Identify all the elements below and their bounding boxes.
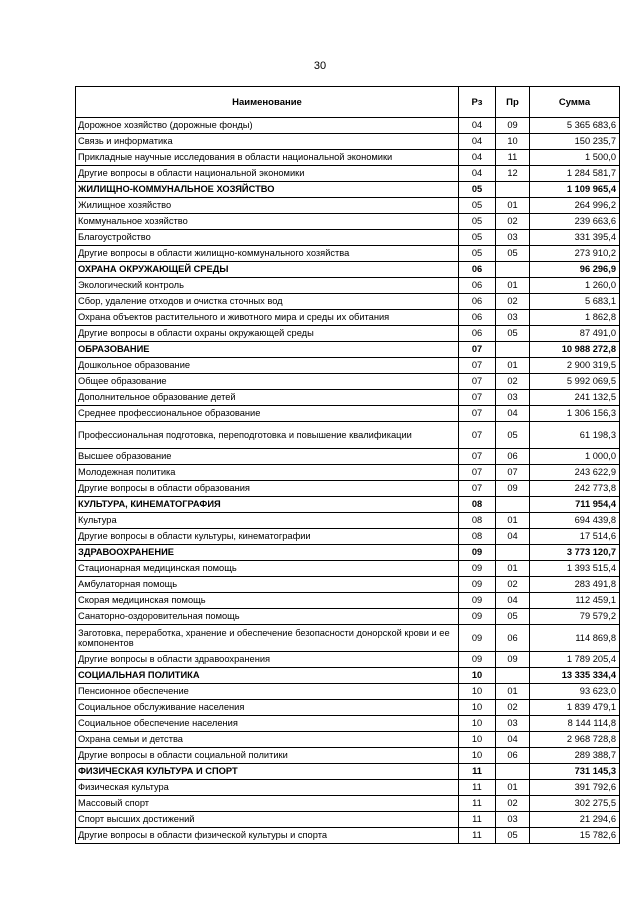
cell-sum: 17 514,6 bbox=[530, 529, 620, 545]
header-sum: Сумма bbox=[530, 87, 620, 118]
cell-pr: 01 bbox=[496, 561, 530, 577]
cell-pr: 09 bbox=[496, 481, 530, 497]
cell-sum: 1 862,8 bbox=[530, 310, 620, 326]
cell-name: Скорая медицинская помощь bbox=[76, 593, 459, 609]
cell-rz: 10 bbox=[459, 700, 496, 716]
cell-name: Другие вопросы в области культуры, кинематографии bbox=[76, 529, 459, 545]
table-row bbox=[76, 625, 620, 652]
table-row bbox=[76, 150, 620, 166]
cell-rz: 07 bbox=[459, 465, 496, 481]
cell-name: Другие вопросы в области социальной политики bbox=[76, 748, 459, 764]
cell-pr bbox=[496, 764, 530, 780]
cell-sum: 711 954,4 bbox=[530, 497, 620, 513]
section-row bbox=[76, 764, 620, 780]
cell-pr bbox=[496, 668, 530, 684]
page-number: 30 bbox=[313, 60, 327, 72]
cell-pr: 05 bbox=[496, 326, 530, 342]
cell-name: Профессиональная подготовка, переподготовка и повышение квалификации bbox=[76, 422, 459, 449]
cell-sum: 2 900 319,5 bbox=[530, 358, 620, 374]
cell-rz: 11 bbox=[459, 764, 496, 780]
table-row bbox=[76, 406, 620, 422]
cell-pr: 09 bbox=[496, 118, 530, 134]
cell-sum: 1 109 965,4 bbox=[530, 182, 620, 198]
cell-sum: 273 910,2 bbox=[530, 246, 620, 262]
cell-pr: 04 bbox=[496, 529, 530, 545]
table-row bbox=[76, 118, 620, 134]
cell-rz: 04 bbox=[459, 118, 496, 134]
cell-rz: 09 bbox=[459, 652, 496, 668]
cell-name: ОХРАНА ОКРУЖАЮЩЕЙ СРЕДЫ bbox=[76, 262, 459, 278]
cell-rz: 07 bbox=[459, 481, 496, 497]
cell-pr: 01 bbox=[496, 684, 530, 700]
cell-rz: 11 bbox=[459, 812, 496, 828]
cell-pr: 02 bbox=[496, 796, 530, 812]
table-row bbox=[76, 732, 620, 748]
cell-sum: 1 393 515,4 bbox=[530, 561, 620, 577]
cell-sum: 1 260,0 bbox=[530, 278, 620, 294]
cell-sum: 243 622,9 bbox=[530, 465, 620, 481]
section-row bbox=[76, 182, 620, 198]
table-row bbox=[76, 198, 620, 214]
table-row bbox=[76, 593, 620, 609]
cell-pr: 06 bbox=[496, 449, 530, 465]
table-row bbox=[76, 609, 620, 625]
cell-sum: 289 388,7 bbox=[530, 748, 620, 764]
cell-rz: 06 bbox=[459, 310, 496, 326]
cell-rz: 06 bbox=[459, 326, 496, 342]
cell-sum: 331 395,4 bbox=[530, 230, 620, 246]
table-row bbox=[76, 294, 620, 310]
cell-name: Благоустройство bbox=[76, 230, 459, 246]
table-row bbox=[76, 481, 620, 497]
cell-name: Другие вопросы в области здравоохранения bbox=[76, 652, 459, 668]
cell-pr: 06 bbox=[496, 625, 530, 652]
section-row bbox=[76, 545, 620, 561]
table-row bbox=[76, 684, 620, 700]
cell-sum: 21 294,6 bbox=[530, 812, 620, 828]
table-row bbox=[76, 166, 620, 182]
cell-pr: 02 bbox=[496, 214, 530, 230]
cell-name: Амбулаторная помощь bbox=[76, 577, 459, 593]
cell-name: Другие вопросы в области жилищно-коммунального хозяйства bbox=[76, 246, 459, 262]
table-row bbox=[76, 358, 620, 374]
table-row bbox=[76, 716, 620, 732]
cell-sum: 239 663,6 bbox=[530, 214, 620, 230]
cell-pr: 06 bbox=[496, 748, 530, 764]
cell-pr: 01 bbox=[496, 780, 530, 796]
cell-sum: 150 235,7 bbox=[530, 134, 620, 150]
cell-rz: 04 bbox=[459, 150, 496, 166]
table-row bbox=[76, 513, 620, 529]
cell-pr bbox=[496, 262, 530, 278]
cell-rz: 07 bbox=[459, 422, 496, 449]
cell-pr: 01 bbox=[496, 198, 530, 214]
cell-rz: 10 bbox=[459, 732, 496, 748]
table-row bbox=[76, 230, 620, 246]
cell-name: Заготовка, переработка, хранение и обеспечение безопасности донорской крови и ее компонентов bbox=[76, 625, 459, 652]
cell-name: Социальное обеспечение населения bbox=[76, 716, 459, 732]
cell-rz: 07 bbox=[459, 449, 496, 465]
section-row bbox=[76, 342, 620, 358]
cell-sum: 93 623,0 bbox=[530, 684, 620, 700]
cell-pr: 03 bbox=[496, 716, 530, 732]
cell-sum: 2 968 728,8 bbox=[530, 732, 620, 748]
table-header-row bbox=[76, 87, 620, 118]
cell-sum: 79 579,2 bbox=[530, 609, 620, 625]
cell-sum: 5 365 683,6 bbox=[530, 118, 620, 134]
cell-pr: 09 bbox=[496, 652, 530, 668]
table-row bbox=[76, 577, 620, 593]
cell-name: СОЦИАЛЬНАЯ ПОЛИТИКА bbox=[76, 668, 459, 684]
cell-pr: 02 bbox=[496, 374, 530, 390]
cell-rz: 07 bbox=[459, 374, 496, 390]
cell-rz: 06 bbox=[459, 278, 496, 294]
cell-pr bbox=[496, 497, 530, 513]
cell-name: Спорт высших достижений bbox=[76, 812, 459, 828]
cell-sum: 61 198,3 bbox=[530, 422, 620, 449]
cell-pr: 02 bbox=[496, 700, 530, 716]
cell-pr: 03 bbox=[496, 812, 530, 828]
cell-pr: 03 bbox=[496, 310, 530, 326]
table-row bbox=[76, 780, 620, 796]
cell-rz: 05 bbox=[459, 246, 496, 262]
table-row bbox=[76, 796, 620, 812]
cell-rz: 04 bbox=[459, 134, 496, 150]
cell-rz: 10 bbox=[459, 716, 496, 732]
cell-rz: 08 bbox=[459, 529, 496, 545]
cell-pr: 01 bbox=[496, 513, 530, 529]
cell-name: ЖИЛИЩНО-КОММУНАЛЬНОЕ ХОЗЯЙСТВО bbox=[76, 182, 459, 198]
cell-name: Другие вопросы в области национальной экономики bbox=[76, 166, 459, 182]
cell-rz: 09 bbox=[459, 625, 496, 652]
cell-rz: 07 bbox=[459, 390, 496, 406]
table-row bbox=[76, 748, 620, 764]
section-row bbox=[76, 262, 620, 278]
cell-sum: 731 145,3 bbox=[530, 764, 620, 780]
cell-pr: 10 bbox=[496, 134, 530, 150]
cell-sum: 1 500,0 bbox=[530, 150, 620, 166]
cell-rz: 08 bbox=[459, 513, 496, 529]
cell-sum: 1 306 156,3 bbox=[530, 406, 620, 422]
cell-pr: 05 bbox=[496, 422, 530, 449]
cell-name: Сбор, удаление отходов и очистка сточных вод bbox=[76, 294, 459, 310]
cell-sum: 5 683,1 bbox=[530, 294, 620, 310]
cell-name: Коммунальное хозяйство bbox=[76, 214, 459, 230]
section-row bbox=[76, 668, 620, 684]
cell-pr: 11 bbox=[496, 150, 530, 166]
cell-rz: 06 bbox=[459, 262, 496, 278]
cell-pr: 04 bbox=[496, 593, 530, 609]
cell-rz: 07 bbox=[459, 358, 496, 374]
cell-sum: 241 132,5 bbox=[530, 390, 620, 406]
cell-rz: 09 bbox=[459, 545, 496, 561]
table-row bbox=[76, 449, 620, 465]
cell-sum: 13 335 334,4 bbox=[530, 668, 620, 684]
cell-name: Молодежная политика bbox=[76, 465, 459, 481]
cell-pr bbox=[496, 342, 530, 358]
cell-rz: 09 bbox=[459, 593, 496, 609]
cell-sum: 112 459,1 bbox=[530, 593, 620, 609]
cell-name: ЗДРАВООХРАНЕНИЕ bbox=[76, 545, 459, 561]
table-row bbox=[76, 390, 620, 406]
cell-rz: 05 bbox=[459, 230, 496, 246]
cell-sum: 1 000,0 bbox=[530, 449, 620, 465]
cell-pr: 05 bbox=[496, 609, 530, 625]
cell-sum: 264 996,2 bbox=[530, 198, 620, 214]
table-row bbox=[76, 465, 620, 481]
cell-name: Охрана семьи и детства bbox=[76, 732, 459, 748]
cell-name: Дорожное хозяйство (дорожные фонды) bbox=[76, 118, 459, 134]
cell-rz: 09 bbox=[459, 561, 496, 577]
cell-rz: 09 bbox=[459, 577, 496, 593]
cell-name: Прикладные научные исследования в области национальной экономики bbox=[76, 150, 459, 166]
cell-sum: 302 275,5 bbox=[530, 796, 620, 812]
cell-name: Дошкольное образование bbox=[76, 358, 459, 374]
table-row bbox=[76, 700, 620, 716]
table-row bbox=[76, 828, 620, 844]
cell-sum: 87 491,0 bbox=[530, 326, 620, 342]
cell-pr: 03 bbox=[496, 390, 530, 406]
cell-pr bbox=[496, 182, 530, 198]
header-name: Наименование bbox=[76, 87, 459, 118]
cell-rz: 11 bbox=[459, 796, 496, 812]
cell-name: Массовый спорт bbox=[76, 796, 459, 812]
cell-rz: 11 bbox=[459, 828, 496, 844]
cell-sum: 1 839 479,1 bbox=[530, 700, 620, 716]
cell-name: ОБРАЗОВАНИЕ bbox=[76, 342, 459, 358]
table-body bbox=[76, 118, 620, 844]
table-row bbox=[76, 134, 620, 150]
cell-name: Экологический контроль bbox=[76, 278, 459, 294]
cell-rz: 07 bbox=[459, 342, 496, 358]
cell-rz: 11 bbox=[459, 780, 496, 796]
table-row bbox=[76, 310, 620, 326]
cell-pr: 07 bbox=[496, 465, 530, 481]
cell-name: Среднее профессиональное образование bbox=[76, 406, 459, 422]
cell-rz: 08 bbox=[459, 497, 496, 513]
cell-rz: 04 bbox=[459, 166, 496, 182]
cell-rz: 09 bbox=[459, 609, 496, 625]
cell-sum: 1 284 581,7 bbox=[530, 166, 620, 182]
cell-name: Физическая культура bbox=[76, 780, 459, 796]
cell-pr: 05 bbox=[496, 828, 530, 844]
cell-pr: 01 bbox=[496, 278, 530, 294]
cell-pr: 04 bbox=[496, 406, 530, 422]
cell-name: Общее образование bbox=[76, 374, 459, 390]
cell-sum: 114 869,8 bbox=[530, 625, 620, 652]
cell-name: Другие вопросы в области охраны окружающей среды bbox=[76, 326, 459, 342]
cell-rz: 06 bbox=[459, 294, 496, 310]
cell-rz: 10 bbox=[459, 668, 496, 684]
cell-rz: 05 bbox=[459, 182, 496, 198]
cell-name: КУЛЬТУРА, КИНЕМАТОГРАФИЯ bbox=[76, 497, 459, 513]
table-row bbox=[76, 214, 620, 230]
cell-pr: 01 bbox=[496, 358, 530, 374]
cell-name: ФИЗИЧЕСКАЯ КУЛЬТУРА И СПОРТ bbox=[76, 764, 459, 780]
cell-pr: 05 bbox=[496, 246, 530, 262]
cell-sum: 3 773 120,7 bbox=[530, 545, 620, 561]
cell-rz: 10 bbox=[459, 684, 496, 700]
cell-pr: 12 bbox=[496, 166, 530, 182]
table-row bbox=[76, 652, 620, 668]
cell-sum: 242 773,8 bbox=[530, 481, 620, 497]
cell-sum: 8 144 114,8 bbox=[530, 716, 620, 732]
cell-name: Стационарная медицинская помощь bbox=[76, 561, 459, 577]
cell-name: Охрана объектов растительного и животного мира и среды их обитания bbox=[76, 310, 459, 326]
table-row bbox=[76, 812, 620, 828]
cell-name: Жилищное хозяйство bbox=[76, 198, 459, 214]
budget-table bbox=[75, 86, 620, 844]
cell-name: Высшее образование bbox=[76, 449, 459, 465]
cell-sum: 694 439,8 bbox=[530, 513, 620, 529]
cell-sum: 283 491,8 bbox=[530, 577, 620, 593]
cell-sum: 96 296,9 bbox=[530, 262, 620, 278]
cell-name: Социальное обслуживание населения bbox=[76, 700, 459, 716]
table-row bbox=[76, 278, 620, 294]
table-row bbox=[76, 529, 620, 545]
cell-pr: 02 bbox=[496, 294, 530, 310]
cell-pr bbox=[496, 545, 530, 561]
cell-sum: 1 789 205,4 bbox=[530, 652, 620, 668]
cell-name: Другие вопросы в области физической культуры и спорта bbox=[76, 828, 459, 844]
cell-sum: 15 782,6 bbox=[530, 828, 620, 844]
cell-rz: 07 bbox=[459, 406, 496, 422]
cell-name: Связь и информатика bbox=[76, 134, 459, 150]
table-row bbox=[76, 422, 620, 449]
table-row bbox=[76, 326, 620, 342]
cell-rz: 10 bbox=[459, 748, 496, 764]
cell-name: Культура bbox=[76, 513, 459, 529]
cell-pr: 03 bbox=[496, 230, 530, 246]
table-row bbox=[76, 246, 620, 262]
cell-sum: 5 992 069,5 bbox=[530, 374, 620, 390]
header-rz: Рз bbox=[459, 87, 496, 118]
section-row bbox=[76, 497, 620, 513]
cell-name: Дополнительное образование детей bbox=[76, 390, 459, 406]
table-row bbox=[76, 374, 620, 390]
cell-sum: 10 988 272,8 bbox=[530, 342, 620, 358]
cell-name: Другие вопросы в области образования bbox=[76, 481, 459, 497]
cell-name: Санаторно-оздоровительная помощь bbox=[76, 609, 459, 625]
table-row bbox=[76, 561, 620, 577]
cell-name: Пенсионное обеспечение bbox=[76, 684, 459, 700]
cell-sum: 391 792,6 bbox=[530, 780, 620, 796]
cell-rz: 05 bbox=[459, 214, 496, 230]
cell-rz: 05 bbox=[459, 198, 496, 214]
cell-pr: 02 bbox=[496, 577, 530, 593]
header-pr: Пр bbox=[496, 87, 530, 118]
cell-pr: 04 bbox=[496, 732, 530, 748]
